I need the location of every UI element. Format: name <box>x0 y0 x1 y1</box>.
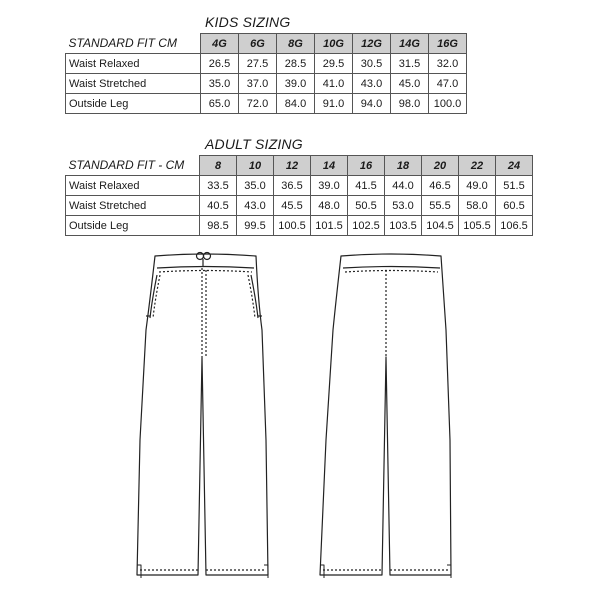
adult-size-header: 24 <box>496 156 533 176</box>
table-cell: 30.5 <box>353 54 391 74</box>
table-cell: 106.5 <box>496 216 533 236</box>
table-cell: 35.0 <box>201 74 239 94</box>
pants-front-illustration <box>137 253 268 579</box>
kids-size-header: 14G <box>391 34 429 54</box>
table-cell: 45.0 <box>391 74 429 94</box>
kids-size-header: 4G <box>201 34 239 54</box>
kids-size-header: 12G <box>353 34 391 54</box>
table-cell: 27.5 <box>239 54 277 74</box>
adult-size-header: 20 <box>422 156 459 176</box>
table-cell: 46.5 <box>422 176 459 196</box>
row-label: Outside Leg <box>66 94 201 114</box>
adult-size-header: 22 <box>459 156 496 176</box>
table-cell: 94.0 <box>353 94 391 114</box>
table-cell: 50.5 <box>348 196 385 216</box>
row-label: Waist Relaxed <box>66 54 201 74</box>
table-cell: 36.5 <box>274 176 311 196</box>
table-cell: 40.5 <box>200 196 237 216</box>
table-cell: 102.5 <box>348 216 385 236</box>
kids-size-header: 8G <box>277 34 315 54</box>
table-cell: 47.0 <box>429 74 467 94</box>
table-cell: 55.5 <box>422 196 459 216</box>
table-cell: 33.5 <box>200 176 237 196</box>
table-cell: 51.5 <box>496 176 533 196</box>
table-cell: 43.0 <box>353 74 391 94</box>
table-cell: 91.0 <box>315 94 353 114</box>
adult-size-header: 16 <box>348 156 385 176</box>
adult-size-header: 10 <box>237 156 274 176</box>
table-cell: 101.5 <box>311 216 348 236</box>
kids-sizing-title: KIDS SIZING <box>205 14 291 30</box>
table-cell: 37.0 <box>239 74 277 94</box>
row-label: Waist Relaxed <box>66 176 200 196</box>
table-cell: 41.5 <box>348 176 385 196</box>
table-cell: 41.0 <box>315 74 353 94</box>
row-label: Outside Leg <box>66 216 200 236</box>
table-cell: 60.5 <box>496 196 533 216</box>
kids-size-header: 16G <box>429 34 467 54</box>
row-label: Waist Stretched <box>66 74 201 94</box>
table-cell: 28.5 <box>277 54 315 74</box>
table-cell: 98.0 <box>391 94 429 114</box>
adult-header-label: STANDARD FIT - CM <box>66 156 200 176</box>
table-cell: 32.0 <box>429 54 467 74</box>
pants-back-illustration <box>320 254 451 578</box>
adult-size-header: 8 <box>200 156 237 176</box>
table-cell: 72.0 <box>239 94 277 114</box>
row-label: Waist Stretched <box>66 196 200 216</box>
table-cell: 26.5 <box>201 54 239 74</box>
table-cell: 39.0 <box>311 176 348 196</box>
table-cell: 100.5 <box>274 216 311 236</box>
table-cell: 105.5 <box>459 216 496 236</box>
table-cell: 53.0 <box>385 196 422 216</box>
table-cell: 65.0 <box>201 94 239 114</box>
table-cell: 31.5 <box>391 54 429 74</box>
table-cell: 58.0 <box>459 196 496 216</box>
kids-size-header: 10G <box>315 34 353 54</box>
table-cell: 39.0 <box>277 74 315 94</box>
table-cell: 100.0 <box>429 94 467 114</box>
table-cell: 43.0 <box>237 196 274 216</box>
adult-size-header: 18 <box>385 156 422 176</box>
table-cell: 44.0 <box>385 176 422 196</box>
kids-header-label: STANDARD FIT CM <box>66 34 201 54</box>
table-cell: 104.5 <box>422 216 459 236</box>
table-cell: 84.0 <box>277 94 315 114</box>
table-cell: 35.0 <box>237 176 274 196</box>
table-cell: 45.5 <box>274 196 311 216</box>
table-cell: 48.0 <box>311 196 348 216</box>
adult-sizing-title: ADULT SIZING <box>205 136 303 152</box>
adult-size-header: 12 <box>274 156 311 176</box>
table-cell: 103.5 <box>385 216 422 236</box>
table-cell: 99.5 <box>237 216 274 236</box>
adult-size-header: 14 <box>311 156 348 176</box>
table-cell: 98.5 <box>200 216 237 236</box>
table-cell: 49.0 <box>459 176 496 196</box>
table-cell: 29.5 <box>315 54 353 74</box>
kids-size-header: 6G <box>239 34 277 54</box>
